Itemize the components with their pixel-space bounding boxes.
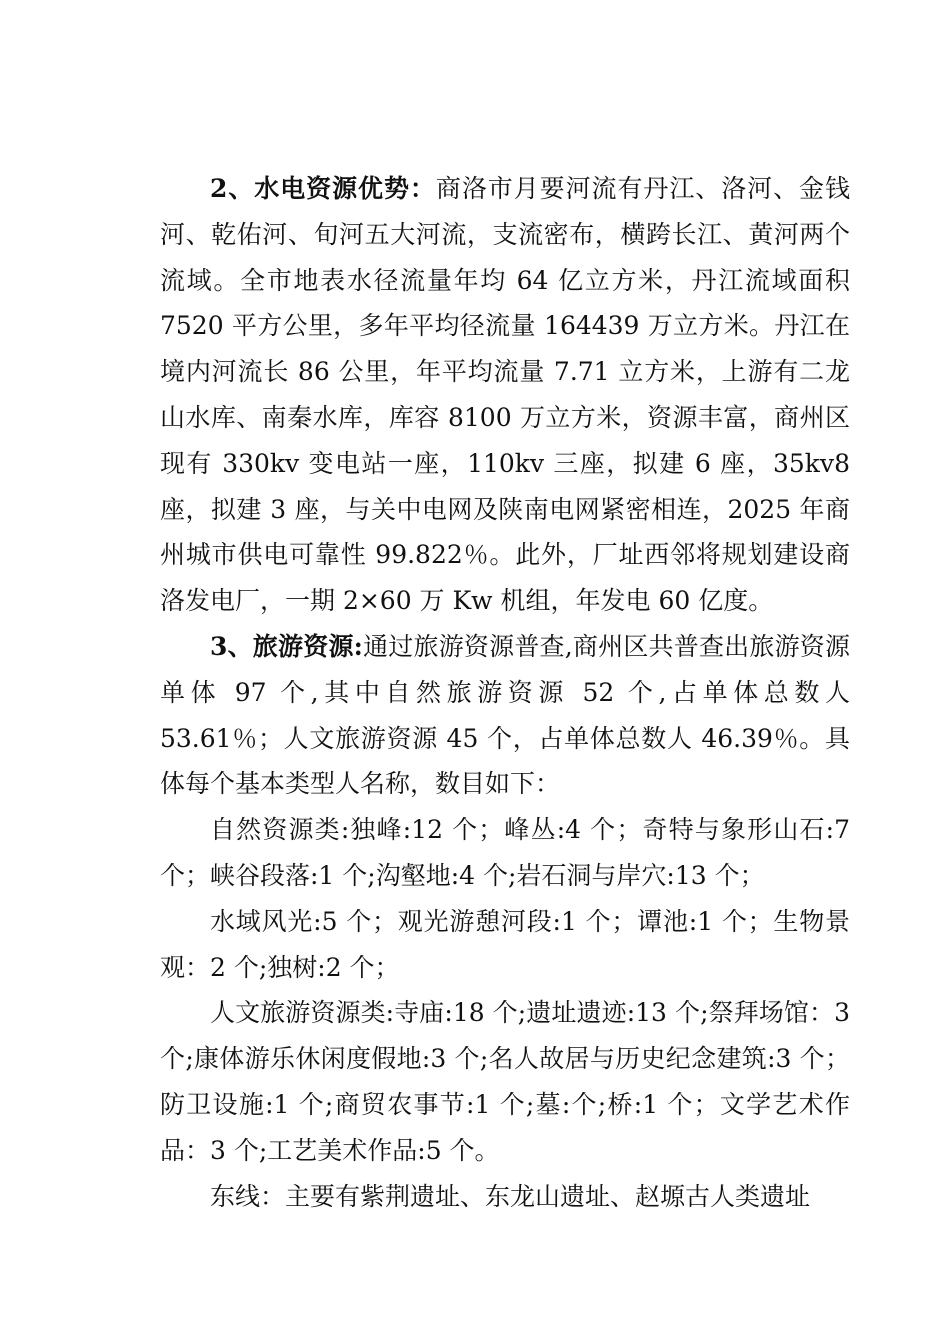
- paragraph-tourism: [160, 624, 850, 807]
- paragraph-text: 水域风光:5 个；观光游憩河段:1 个；谭池:1 个；生物景观：2 个;独树:2 个；: [160, 906, 850, 982]
- document-body: [160, 166, 850, 1219]
- section-heading-tourism: 3、旅游资源:: [210, 631, 363, 661]
- paragraph-water-scenery: [160, 899, 850, 991]
- paragraph-text: 自然资源类:独峰:12 个；峰丛:4 个；奇特与象形山石:7 个；峡谷段落:1 个;沟壑地:4 个;岩石洞与岸穴:13 个；: [160, 815, 850, 890]
- paragraph-text: 人文旅游资源类:寺庙:18 个;遗址遗迹:13 个;祭拜场馆：3 个;康体游乐休闲度假地:3 个;名人故居与历史纪念建筑:3 个；防卫设施:1 个;商贸农事节:1 个;墓:个;桥:1 个；文学艺术作品：3 个;工艺美术作品:5 个。: [160, 998, 850, 1165]
- paragraph-text: 东线：主要有紫荆遗址、东龙山遗址、赵塬古人类遗址: [210, 1181, 811, 1211]
- paragraph-hydropower: [160, 166, 850, 624]
- paragraph-text: 通过旅游资源普查,商州区共普查出旅游资源单体 97 个,其中自然旅游资源 52 个,占单体总数人 53.61％；人文旅游资源 45 个，占单体总数人 46.39％。具体每个基本类型人名称，数目如下：: [160, 631, 851, 799]
- paragraph-cultural-resources: [160, 990, 850, 1173]
- section-heading-hydropower: 2、水电资源优势：: [210, 174, 436, 203]
- paragraph-natural-resources: [160, 807, 850, 899]
- paragraph-text: 商洛市月要河流有丹江、洛河、金钱河、乾佑河、旬河五大河流，支流密布，横跨长江、黄河两个流域。全市地表水径流量年均 64 亿立方米，丹江流域面积 7520 平方公里，多年平均径流量 164439 万立方米。丹江在境内河流长 86 公里，年平均流量 7.71 立方米，上游有二龙山水库、南秦水库，库容 8100 万立方米，资源丰富，商州区现有 330kv 变电站一座，110kv 三座，拟建 6 座，35kv8 座，拟建 3 座，与关中电网及陕南电网紧密相连，2025 年商州城市供电可靠性 99.822％。此外，厂址西邻将规划建设商洛发电厂，一期 2×60 万 Kw 机组，年发电 60 亿度。: [160, 174, 850, 616]
- paragraph-east-line: [160, 1174, 850, 1220]
